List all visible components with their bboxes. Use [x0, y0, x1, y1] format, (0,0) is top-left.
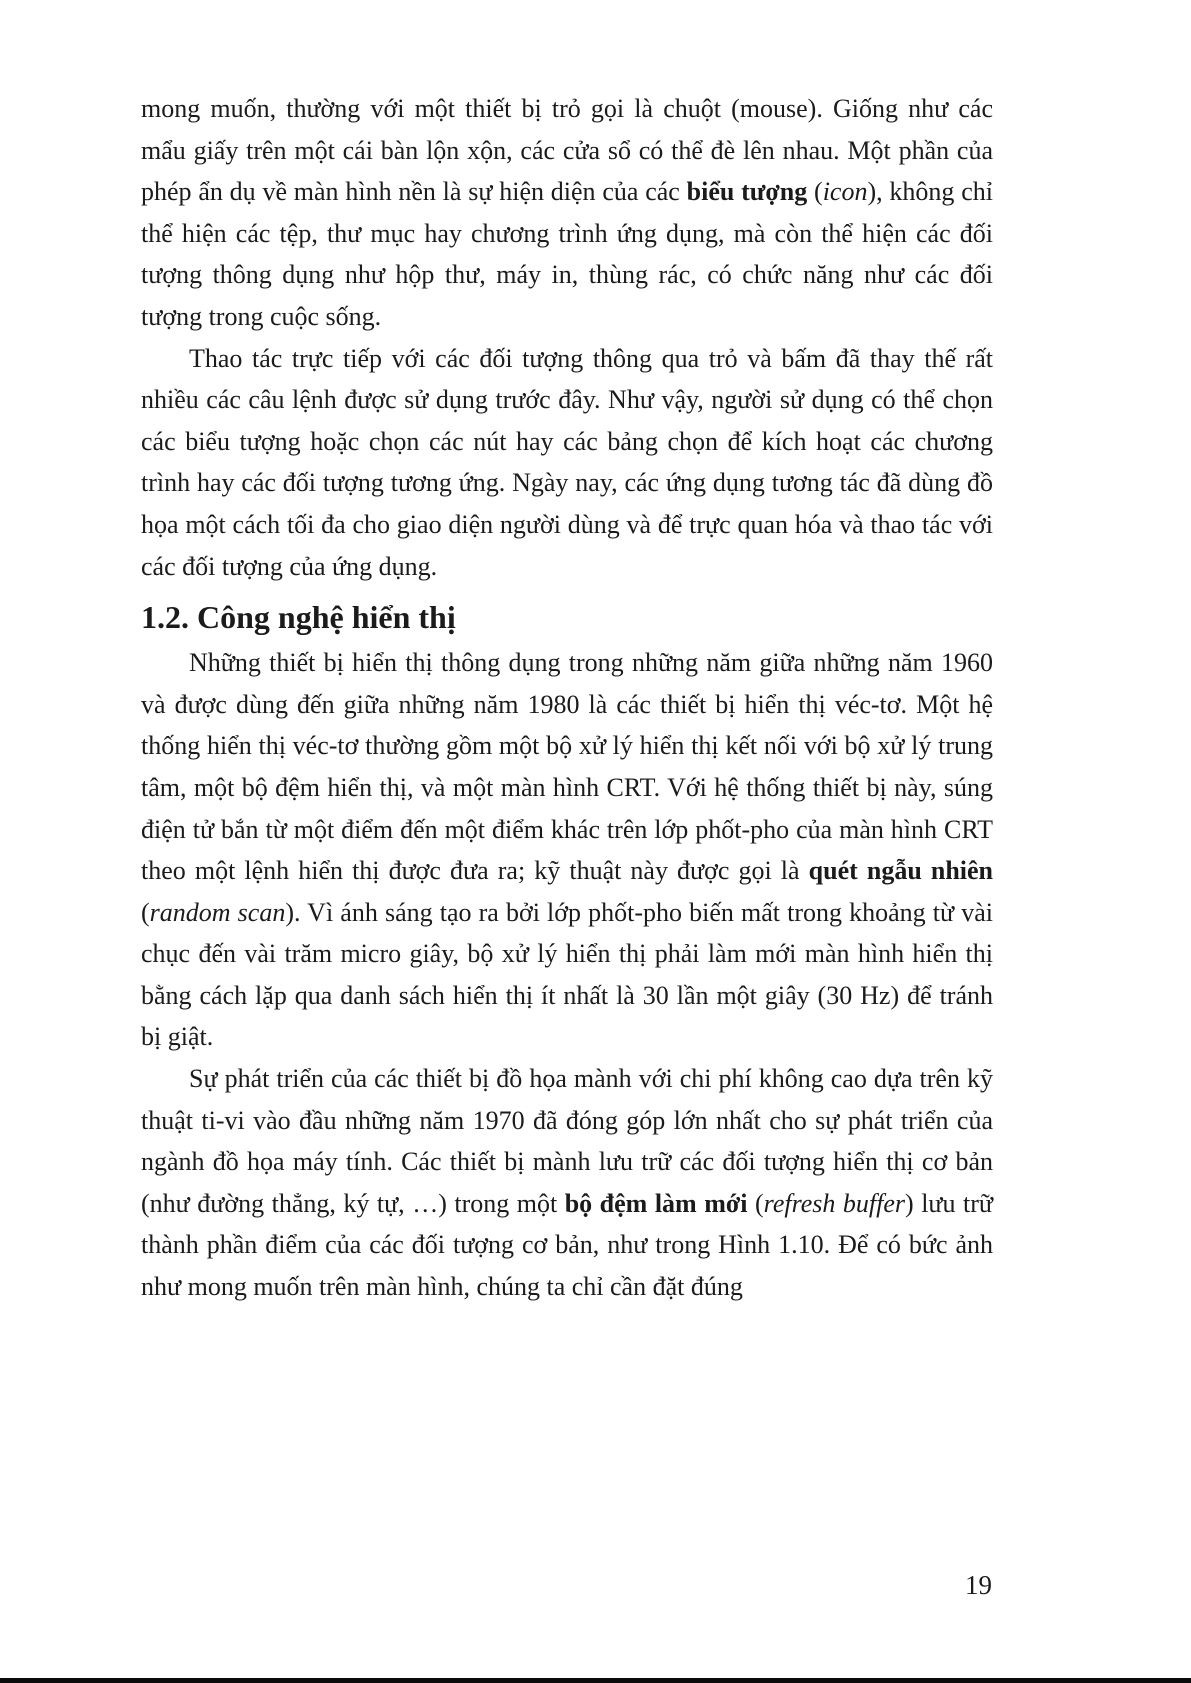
paragraph-text: Sự phát triển của các thiết bị đồ họa mành với chi phí không cao dựa trên kỹ thuật ti-vi vào đầu những năm 1970 đã đóng góp lớn nhất cho sự phát triển của ngành đồ họa máy tính. Các thiết bị mành lưu trữ các đối tượng hiển thị cơ bản (như đường thẳng, ký tự, …) trong một	[141, 1064, 993, 1218]
paragraph-continuation: mong muốn, thường với một thiết bị trỏ gọi là chuột (mouse). Giống như các mẩu giấy trên một cái bàn lộn xộn, các cửa sổ có thể đè lên nhau. Một phần của phép ẩn dụ về màn hình nền là sự hiện diện của các biểu tượng (icon), không chỉ thể hiện các tệp, thư mục hay chương trình ứng dụng, mà còn thể hiện các đối tượng thông dụng như hộp thư, máy in, thùng rác, có chức năng như các đối tượng trong cuộc sống.	[141, 94, 993, 331]
page-bottom-border	[0, 1678, 1191, 1683]
paragraph-vector-displays: Những thiết bị hiển thị thông dụng trong những năm giữa những năm 1960 và được dùng đến giữa những năm 1980 là các thiết bị hiển thị véc-tơ. Một hệ thống hiển thị véc-tơ thường gồm một bộ xử lý hiển thị kết nối với bộ xử lý trung tâm, một bộ đệm hiển thị, và một màn hình CRT. Với hệ thống thiết bị này, súng điện tử bắn từ một điểm đến một điểm khác trên lớp phốt-pho của màn hình CRT theo một lệnh hiển thị được đưa ra; kỹ thuật này được gọi là quét ngẫu nhiên (random scan). Vì ánh sáng tạo ra bởi lớp phốt-pho biến mất trong khoảng từ vài chục đến vài trăm micro giây, bộ xử lý hiển thị phải làm mới màn hình hiển thị bằng cách lặp qua danh sách hiển thị ít nhất là 30 lần một giây (30 Hz) để tránh bị giật.	[141, 648, 993, 1052]
paragraph-text: lưu trữ thành phần điểm của các đối tượng cơ bản, như trong Hình 1.10. Để có bức ảnh như mong muốn trên màn hình, chúng ta chỉ cần đặt đúng	[141, 1188, 993, 1302]
english-term: icon	[822, 177, 868, 207]
english-term: random scan	[149, 897, 286, 927]
bold-term: bộ đệm làm mới	[564, 1188, 748, 1218]
english-term: refresh buffer	[763, 1188, 906, 1218]
body-text	[141, 88, 993, 1308]
paragraph-text: mong muốn, thường với một thiết bị trỏ gọi là chuột (mouse). Giống như các mẩu giấy trên một cái bàn lộn xộn, các cửa sổ có thể đè lên nhau. Một phần của phép ẩn dụ về màn hình nền là sự hiện diện của các	[141, 94, 993, 207]
paragraph-text: , không chỉ thể hiện các tệp, thư mục hay chương trình ứng dụng, mà còn thể hiện các đối tượng thông dụng như hộp thư, máy in, thùng rác, có chức năng như các đối tượng trong cuộc sống.	[141, 177, 993, 331]
section-heading: 1.2. Công nghệ hiển thị	[141, 599, 456, 636]
bold-term: quét ngẫu nhiên	[808, 856, 993, 886]
page-number: 19	[965, 1570, 992, 1600]
paragraph-direct-manipulation	[141, 338, 993, 588]
paragraph-text: Những thiết bị hiển thị thông dụng trong những năm giữa những năm 1960 và được dùng đến giữa những năm 1980 là các thiết bị hiển thị véc-tơ. Một hệ thống hiển thị véc-tơ thường gồm một bộ xử lý hiển thị kết nối với bộ xử lý trung tâm, một bộ đệm hiển thị, và một màn hình CRT. Với hệ thống thiết bị này, súng điện tử bắn từ một điểm đến một điểm khác trên lớp phốt-pho của màn hình CRT theo một lệnh hiển thị được đưa ra; kỹ thuật này được gọi là	[141, 648, 993, 886]
paragraph-text: Thao tác trực tiếp với các đối tượng thông qua trỏ và bấm đã thay thế rất nhiều các câu lệnh được sử dụng trước đây. Như vậy, người sử dụng có thể chọn các biểu tượng hoặc chọn các nút hay các bảng chọn để kích hoạt các chương trình hay các đối tượng tương ứng. Ngày nay, các ứng dụng tương tác đã dùng đồ họa một cách tối đa cho giao diện người dùng và để trực quan hóa và thao tác với các đối tượng của ứng dụng.	[141, 343, 993, 581]
paragraph-text: . Vì ánh sáng tạo ra bởi lớp phốt-pho biến mất trong khoảng từ vài chục đến vài trăm micro giây, bộ xử lý hiển thị phải làm mới màn hình hiển thị bằng cách lặp qua danh sách hiển thị ít nhất là 30 lần một giây (30 Hz) để tránh bị giật.	[141, 897, 993, 1052]
bold-term: biểu tượng	[686, 177, 808, 207]
paragraph-raster-displays: Sự phát triển của các thiết bị đồ họa mành với chi phí không cao dựa trên kỹ thuật ti-vi vào đầu những năm 1970 đã đóng góp lớn nhất cho sự phát triển của ngành đồ họa máy tính. Các thiết bị mành lưu trữ các đối tượng hiển thị cơ bản (như đường thẳng, ký tự, …) trong một bộ đệm làm mới (refresh buffer) lưu trữ thành phần điểm của các đối tượng cơ bản, như trong Hình 1.10. Để có bức ảnh như mong muốn trên màn hình, chúng ta chỉ cần đặt đúng	[141, 1064, 993, 1302]
